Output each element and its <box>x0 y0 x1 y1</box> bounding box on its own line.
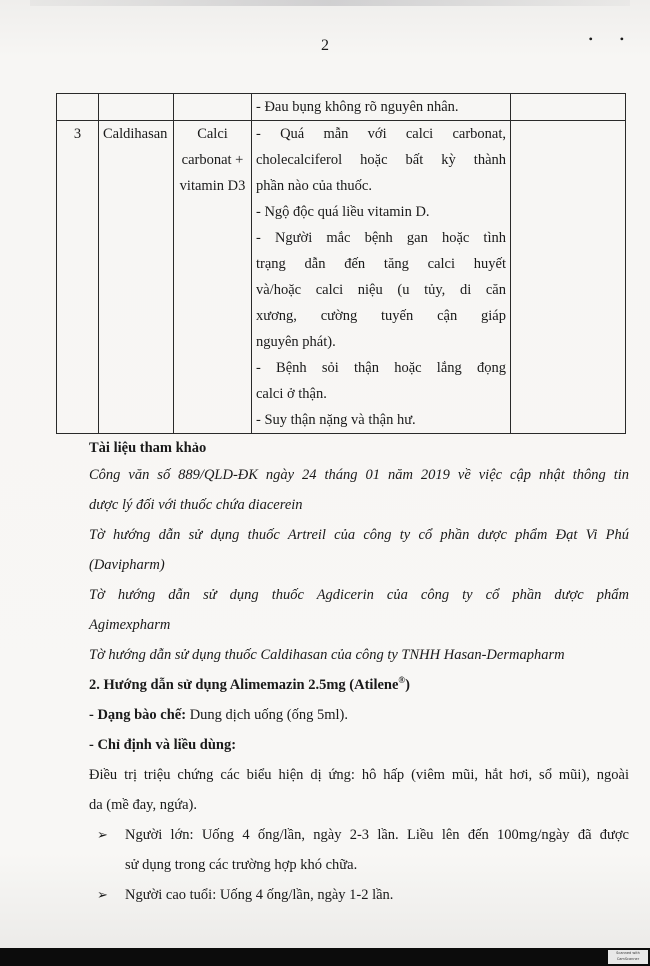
section-title-text: 2. Hướng dẫn sử dụng Alimemazin 2.5mg (Atilene <box>89 677 399 693</box>
reference-line: Tờ hướng dẫn sử dụng thuốc Artreil của công ty cổ phần dược phẩm Đạt Vi Phú <box>89 527 629 543</box>
indication-line: da (mề đay, ngứa). <box>89 797 197 813</box>
indication-label: - Chỉ định và liều dùng: <box>89 737 237 753</box>
dosage-form <box>89 700 629 730</box>
contraindication-line: - Ngộ độc quá liều vitamin D. <box>256 204 430 220</box>
page-header <box>0 1 650 93</box>
reference-line: dược lý đối với thuốc chứa diacerein <box>89 497 303 513</box>
reference-line: Công văn số 889/QLD-ĐK ngày 24 tháng 01 năm 2019 về việc cập nhật thông tin <box>89 467 629 483</box>
section-title-end: ) <box>405 677 410 693</box>
table-row <box>57 94 626 121</box>
contraindication-line: xương, cường tuyến cận giáp <box>256 308 506 324</box>
scanner-badge-line2: CamScanner <box>616 957 640 961</box>
page-number: 2 <box>321 37 329 54</box>
cell-stt: 3 <box>57 121 99 434</box>
contraindication-line: trạng dẫn đến tăng calci huyết <box>256 256 506 272</box>
contraindication-line: và/hoặc calci niệu (u tủy, di căn <box>256 282 506 298</box>
cell-drug-name: Caldihasan <box>99 121 174 434</box>
reference-line: Agimexpharm <box>89 617 171 633</box>
cell-ingredient <box>174 94 252 121</box>
ingredient-line: Calci <box>197 126 228 142</box>
contraindication-line: calci ở thận. <box>256 386 327 402</box>
registered-mark: ® <box>398 675 406 686</box>
cell-ingredient <box>174 121 252 434</box>
reference-line: (Davipharm) <box>89 557 165 573</box>
table-row <box>57 121 626 434</box>
scan-bottom-border <box>0 948 650 966</box>
contraindication-line: - Người mắc bệnh gan hoặc tình <box>256 230 506 246</box>
cell-note <box>511 121 626 434</box>
indication-heading <box>89 730 629 760</box>
ingredient-line: carbonat + <box>181 152 244 168</box>
contraindication-line: - Bệnh sỏi thận hoặc lắng đọng <box>256 360 506 376</box>
section-title <box>89 670 629 700</box>
contraindication-table <box>56 93 626 434</box>
cell-contraindication <box>252 94 511 121</box>
contraindication-line: cholecalciferol hoặc bất kỳ thành <box>256 152 506 168</box>
references-section <box>89 436 629 670</box>
bottom-spacer <box>89 910 629 940</box>
dosage-line: sử dụng trong các trường hợp khó chữa. <box>125 857 358 873</box>
dosage-line: Người lớn: Uống 4 ống/lần, ngày 2-3 lần. Liều lên đến 100mg/ngày đã được <box>125 827 629 843</box>
references-title: Tài liệu tham khảo <box>89 440 207 456</box>
dosage-item-elderly <box>89 880 629 910</box>
scanner-badge-line1: Scanned with <box>616 951 640 955</box>
dosage-form-label: - Dạng bào chế: <box>89 707 187 723</box>
reference-line: Tờ hướng dẫn sử dụng thuốc Caldihasan của công ty TNHH Hasan-Dermapharm <box>89 647 565 663</box>
cell-drug-name <box>99 94 174 121</box>
scanner-badge <box>608 950 648 964</box>
corner-marks: • • <box>588 32 636 46</box>
dosage-list <box>89 820 629 910</box>
dosage-line: Người cao tuổi: Uống 4 ống/lần, ngày 1-2 lần. <box>125 887 394 903</box>
dosage-item-adult <box>89 820 629 880</box>
section-alimemazin <box>89 670 629 940</box>
cell-contraindication <box>252 121 511 434</box>
cell-note <box>511 94 626 121</box>
dosage-form-value: Dung dịch uống (ống 5ml). <box>186 707 348 723</box>
contraindication-line: nguyên phát). <box>256 334 336 350</box>
arrowhead-bullet-icon: ➢ <box>97 887 108 902</box>
indication-line: Điều trị triệu chứng các biểu hiện dị ứng: hô hấp (viêm mũi, hắt hơi, sổ mũi), ngoài <box>89 767 629 783</box>
cell-stt <box>57 94 99 121</box>
contraindication-line: - Suy thận nặng và thận hư. <box>256 412 416 428</box>
contraindication-line: - Quá mẫn với calci carbonat, <box>256 126 506 142</box>
reference-line: Tờ hướng dẫn sử dụng thuốc Agdicerin của công ty cổ phần dược phẩm <box>89 587 629 603</box>
contraindication-line: - Đau bụng không rõ nguyên nhân. <box>256 99 459 115</box>
arrowhead-bullet-icon: ➢ <box>97 827 108 842</box>
contraindication-line: phần nào của thuốc. <box>256 178 372 194</box>
ingredient-line: vitamin D3 <box>179 178 246 194</box>
